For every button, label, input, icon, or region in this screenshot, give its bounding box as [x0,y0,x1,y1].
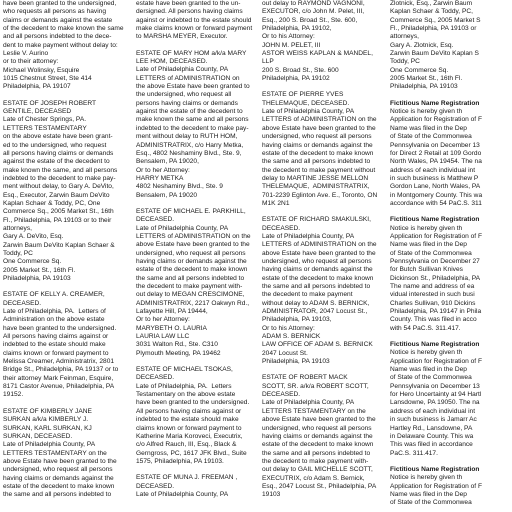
notice-line: who requests all persons as having [3,8,106,16]
notice-line: 2005 Market St., 16th Fl. [3,266,76,274]
notice-line: Or to her Attorney: [136,316,190,324]
notice-line: indebted to the decedent to make pay- [136,124,249,132]
notice-line: having claims or demands against the [262,432,373,440]
notice-line: All persons having claims against or [136,407,242,415]
notice-line: DECEASED. [136,482,175,490]
notice-line: Esq., Executor, Zarwin Baum DeVito [3,191,110,199]
notice-line: Zlotnick, Esq., Zarwin Baum [390,0,473,7]
notice-line: to MARSHA MEYER, Executor. [136,33,228,41]
notice-line: on the above estate have been grant- [3,133,113,141]
notice-line: Zarwin Baum DeVito Kaplan Schaer & [3,241,115,249]
notice-line: the same and all persons indebted to [262,283,371,290]
notice-line: GENTILE, DECEASED [3,108,72,116]
notice-line: attorneys, [3,224,32,232]
notice-line: the decedent to make payment with- [136,283,243,290]
notice-line: SCOTT, SR. a/k/a ROBERT SCOTT, [262,382,369,390]
notice-title: ESTATE OF MICHAEL TSOKAS, [136,366,233,374]
notice-line: Name was filed in the Dep [390,366,467,374]
notice-line: Notice is hereby given th [390,349,463,357]
notice-line: ed to the undersigned, who request [3,141,107,149]
notice-line: DECEASED. [136,374,175,382]
notice-line: 2005 Market St., 16th Fl. [390,75,463,83]
notice-line: against the estate of the decedent to [3,158,110,166]
notice-line: 19152. [3,391,24,399]
notice-line: Philadelphia, PA 19103 [390,83,458,91]
notice-line: All persons having claims against or [3,333,109,341]
notice-line: undersigned, who request all persons [262,257,372,265]
notice-line: out delay to MEGAN CRESCIMONE, [136,291,245,299]
notice-line: of State of the Commonwea [390,133,472,141]
notice-title: ESTATE OF JOSEPH ROBERT [3,99,97,107]
notice-line: EXECUTRIX, c/o Adam S. Bernick, [262,474,365,482]
notice-line: Late of Philadelphia County, PA [262,399,355,407]
notice-line: indebted to the decedent to make pay- [3,174,116,182]
notice-line: ment without delay to RUTH HOM, [136,133,238,141]
notice-line: or to their attorney: [3,58,59,66]
notice-line: claims or demands against the estate [3,16,113,24]
notice-line: of the decedent to make known the same [3,25,124,33]
notice-line: against the estate of the decedent to [136,108,243,116]
notice-line: Application for Registration of F [390,357,482,365]
notice-line: SURKAN, DECEASED. [3,432,73,440]
notice-line: delay to MARTINE JESSE MELLON [262,174,369,182]
legal-notice [390,466,512,508]
notice-line: Toddy, PC [390,58,420,66]
column-4 [390,0,512,512]
notice-line: Michael Wolinsky, Esquire [3,66,80,74]
notice-line: This was filed in accordance [390,441,473,449]
notice-line: dersigned. All persons having claims [136,8,243,16]
notice-line: LETTERS of ADMINISTRATION on the [136,232,251,240]
legal-notice [262,0,384,83]
notice-line: the same and all persons indebted to [262,449,371,457]
notice-line: Notice is hereby given th [390,108,463,116]
notice-line: PaC.S. 311.417. [390,449,438,457]
notice-line: Esq., 2047 Locust St., Philadelphia, PA [262,482,377,490]
notice-line: of State of the Commonwea [390,499,472,507]
legal-notice [262,216,384,366]
notice-line: Lansdowne, PA 19050. The na [390,399,480,407]
notice-line: 701-2239 Eglinton Ave. E., Toronto, ON [262,191,378,199]
notice-line: in Delaware County. This wa [390,432,474,440]
notice-title: ESTATE OF KELLY A. CREAMER, [3,291,105,299]
notice-line: having claims or demands against the [262,266,373,274]
notice-line: Or to his Attorney: [262,324,315,332]
notice-line: out delay to RAYMOND VAGNONI, [262,0,365,7]
notice-line: Dickinson St., Philadelphia, PA [390,274,481,282]
legal-notice [136,208,258,358]
notice-line: in such business is Matthew P [390,174,479,182]
notice-line: Late of Philadelphia, PA. Letters [136,382,232,390]
notice-line: LETTERS TESTAMENTARY [3,124,87,132]
notice-line: indebted to the estate should make [3,341,106,349]
notice-line: Pennsylvania on December 13 [390,382,480,390]
legal-notice [390,0,512,92]
notice-title: ESTATE OF RICHARD SMAKULSKI, [262,216,371,224]
notice-line: above Estate have been granted to the [136,241,250,249]
notice-line: Melissa Creamer, Administratrix, 2801 [3,358,115,366]
notice-line: and all persons indebted to the dece- [3,33,112,41]
notice-line: Philadelphia, PA 19103, [262,316,332,324]
notice-line: their attorney Mark Feinman, Esquire, [3,374,114,382]
notice-line: having claims or demands against the [3,474,114,482]
notice-title: ESTATE OF PIERRE YVES [262,91,344,99]
notice-line: 1575, Philadelphia, PA 19103. [136,457,224,465]
legal-notice [3,291,125,399]
notice-line: in Montgomery County. This wa [390,191,483,199]
notice-line: above Estate have been granted to the [3,457,117,465]
notice-line: JOHN M. PELET, III [262,41,321,49]
notice-line: LEE HOM, DECEASED. [136,58,208,66]
notice-line: in such business is Jamarr Ac [390,416,477,424]
notice-line: Pennsylvania on December 27 [390,257,480,265]
notice-title: ESTATE OF KIMBERLY JANE [3,407,92,415]
notice-line: DECEASED. [262,391,301,399]
notice-line: Notice is hereby given th [390,224,463,232]
notice-line: Bensalem, PA 19020 [136,191,198,199]
notice-line: dent to make payment without delay to: [3,41,118,49]
notice-line: for Hero Uncertainty at 94 Hartl [390,391,482,399]
legal-notice [3,0,125,92]
notice-line: the undersigned, who request all [136,91,232,99]
notice-line: Philadelphia, PA 19102 [262,75,330,83]
notice-line: Gordon Lane, North Wales, PA [390,183,481,191]
notice-line: above Estate have been granted to the [262,416,376,424]
notice-line: Hartley Rd., Lansdowne, PA [390,424,473,432]
notice-line: claims known or forward payment to [136,424,242,432]
notice-line: Commerce Sq., 2005 Market S [390,16,481,24]
notice-title: Fictitious Name Registration [390,216,480,224]
notice-line: Philadelphia, PA 19107 [3,83,71,91]
notice-line: have been granted to the undersigned, [3,0,117,7]
notice-line: with 54 PaC.S. 311.417. [390,324,461,332]
notice-line: ASTOR WEISS KAPLAN & MANDEL, [262,50,373,58]
notice-line: for Butch Sullivan Knives [390,266,463,274]
notice-line: Name was filed in the Dep [390,490,467,498]
legal-notice [136,50,258,200]
notice-line: Esq., 4802 Neshaminy Blvd., Ste. 9, [136,149,242,157]
notice-line: One Commerce Sq. [390,66,449,74]
notice-line: M1K 2N1 [262,199,290,207]
notice-line: Esq., 200 S. Broad St., Ste. 600, [262,16,358,24]
notice-line: Toddy, PC [3,249,33,257]
notice-line: HARRY METKA [136,174,184,182]
notice-line: Bridge St., Philadelphia, PA 19137 or to [3,366,119,374]
notice-line: make known the same and all persons [136,116,249,124]
notice-line: estate have been granted to the un- [136,0,241,7]
notice-line: indebted to the estate should make [136,416,239,424]
notice-line: the decedent to make payment [262,291,353,299]
notice-line: The name and address of ea [390,283,475,290]
notice-line: Name was filed in the Dep [390,241,467,249]
notice-line: Or to his Attorney: [262,33,315,41]
notice-line: Name was filed in the Dep [390,124,467,132]
column-1 [3,0,125,512]
notice-line: DECEASED. [3,299,42,307]
notice-title: ESTATE OF ROBERT MACK [262,374,348,382]
notice-line: without delay to ADAM S. BERNICK, [262,299,370,307]
notice-line: 8171 Castor Avenue, Philadelphia, PA [3,383,115,391]
legal-notice [3,100,125,284]
notice-line: MARYBETH O. LAURIA [136,324,207,332]
notice-line: make known the same, and all persons [3,166,118,174]
notice-title: ESTATE OF MARY HOM a/k/a MARY [136,49,247,57]
notice-line: the decedent to make payment without [262,166,376,174]
notice-line: LETTERS TESTAMENTARY on the [262,407,366,415]
notice-line: above Estate have been granted to the [262,249,376,257]
notice-line: make claims known or forward payment [136,25,253,33]
notice-line: EXECUTOR, c/o John M. Pelet, III, [262,8,365,16]
notice-line: Notice is hereby given th [390,474,463,482]
notice-line: DECEASED. [136,216,175,224]
legal-notice [390,341,512,458]
notice-line: Late of Philadelphia County, PA [136,224,229,232]
notice-line: attorneys, [390,33,419,41]
notice-line: Leslie V. Aurino [3,50,49,58]
legal-notice [136,0,258,42]
notice-line: estate of the decedent to make known [3,482,115,490]
notice-line: Late of Philadelphia County, PA [262,232,355,240]
notice-line: Philadelphia, PA 19103 [3,275,71,282]
legal-notice [136,366,258,466]
notice-line: Lafayette Hill, PA 19444, [136,308,208,316]
notice-line: SURKAN, KARL SURKAN, KJ [3,424,92,432]
notice-line: 1015 Chestnut Street, Ste 414 [3,75,92,83]
notice-line: LAURIA LAW LLC [136,333,190,341]
notice-line: 2047 Locust St. [262,349,308,357]
column-2 [136,0,258,512]
notice-line: DECEASED. [262,224,301,232]
notice-line: Zarwin Baum DeVito Kaplan S [390,50,479,58]
notice-line: Gary A. DeVito, Esq. [3,233,64,241]
notice-line: address of each individual int [390,166,476,174]
notice-line: ment without delay, to Gary A. DeVito, [3,183,114,191]
legal-notice [3,408,125,500]
legal-notice [390,100,512,208]
notice-line: North Wales, PA 19454. The na [390,158,482,166]
notice-line: undersigned, who request all persons [262,424,372,432]
notice-line: LETTERS of ADMINISTRATION on [136,74,240,82]
notice-line: Katherine Maria Koroveci, Executrix, [136,432,243,440]
notice-line: have been granted to the undersigned. [136,399,250,407]
notice-line: Fl., Philadelphia, PA 19103 or [390,25,477,33]
notice-line: the decedent to make payment with- [262,457,369,465]
notice-line: Commerce Sq., 2005 Market St., 16th [3,208,114,216]
notice-line: Fl., Philadelphia, PA 19103 or to their [3,216,112,224]
legal-notice [390,216,512,333]
notice-line: Testamentary on the above estate [136,391,236,399]
notice-line: ADMINISTRATRIX, c/o Harry Metka, [136,141,244,149]
notice-line: LETTERS of ADMINISTRATION on the [262,116,377,124]
notice-line: LETTERS of ADMINISTRATION on the [262,241,377,249]
notice-line: persons having claims or demands [136,99,238,107]
notice-line: 200 S. Broad St., Ste. 600 [262,66,339,74]
notice-line: estate of the decedent to make known [262,149,374,157]
notice-line: LAW OFFICE OF ADAM S. BERNICK [262,341,373,349]
notice-line: estate of the decedent to make known [262,441,374,449]
notice-title: Fictitious Name Registration [390,341,480,349]
notice-line: One Commerce Sq. [3,258,62,266]
notice-line: have been granted to the undersigned. [3,324,117,332]
notice-line: THELEMAQUE, ADMINISTRATRIX, [262,183,370,191]
notice-line: Late of Philadelphia County, PA [262,108,355,116]
notice-line: out delay to GAIL MICHELLE SCOTT, [262,466,373,474]
legal-notice [262,374,384,499]
notice-line: ADMINISTRATOR, 2047 Locust St., [262,308,368,316]
notice-line: undersigned, who request all persons [262,133,372,141]
notice-line: Late of Philadelphia, PA. Letters of [3,308,106,316]
notice-title: Fictitious Name Registration [390,465,480,473]
notice-line: ADAM S. BERNICK [262,333,321,341]
notice-line: 19103 [262,491,281,499]
notice-title: Fictitious Name Registration [390,99,480,107]
notice-line: of State of the Commonwea [390,374,472,382]
notice-line: Pennsylvania on December 13 [390,141,480,149]
notice-line: having claims or demands against the [136,257,247,265]
notice-line: Administration on the above estate [3,316,105,324]
notice-line: Late of Chester Springs, PA. [3,116,87,124]
notice-line: c/o Alfred Rauch, III, Esq., Black & [136,441,237,449]
notice-line: Philadelphia, PA 19103 [262,358,330,366]
notice-line: accordance with 54 PaC.S. 311 [390,199,482,207]
notice-line: Gerngross, PC, 1617 JFK Blvd., Suite [136,449,247,457]
notice-line: Charles Sullivan, 910 Dickins [390,299,476,307]
notice-line: vidual interested in such busi [390,291,475,299]
notice-line: all persons having claims or demands [3,149,114,157]
notice-line: Late of Philadelphia County, PA [136,490,229,498]
notice-line: Philadelphia, PA 19147 in Phila [390,308,482,316]
notice-line: Late of Philadelphia County, PA [3,441,96,449]
notice-line: estate of the decedent to make known [136,266,248,274]
notice-line: 4802 Neshaminy Blvd., Ste. 9 [136,183,223,191]
notice-line: Kaplan Schaer & Toddy, PC, [390,8,473,16]
notice-line: undersigned, who request all persons [136,249,246,257]
notice-line: SURKAN a/k/a KIMBERLY J. [3,416,89,424]
notice-line: Plymouth Meeting, PA 19462 [136,349,221,357]
notice-line: claims known or forward payment to [3,349,109,357]
notice-line: LETTERS TESTAMENTARY on the [3,449,107,457]
notice-line: above Estate have been granted to the [262,124,376,132]
notice-line: Bensalem, PA 19020, [136,158,199,166]
notice-line: address of each individual int [390,407,476,415]
notice-line: Gary A. Zlotnick, Esq. [390,41,454,49]
notice-title: ESTATE OF MICHAEL E. PARKHILL, [136,207,246,215]
notice-line: of State of the Commonwea [390,249,472,257]
notice-line: ADMINISTRATRIX, 2217 Oakwyn Rd., [136,299,250,307]
column-3 [262,0,384,512]
notice-line: the same and all persons indebted to [262,158,371,166]
notice-title: ESTATE OF MUNA J. FREEMAN , [136,474,238,482]
notice-line: the same and all persons indebted to [3,491,112,499]
notice-line: against or indebted to the estate should [136,16,252,24]
notice-line: THELEMAQUE, DECEASED. [262,99,350,107]
notice-line: Philadelphia, PA 19102, [262,25,332,33]
notice-line: Application for Registration of F [390,482,482,490]
notice-line: LLP [262,58,274,66]
legal-notice [136,474,258,499]
notice-line: the above Estate have been granted to [136,83,250,91]
legal-notice [262,91,384,208]
notice-line: Kaplan Schaer & Toddy, PC, One [3,199,101,207]
notice-line: estate of the decedent to make known [262,274,374,282]
notice-line: for Direct 2 Retail at 109 Gordo [390,149,482,157]
notice-line: Application for Registration of F [390,232,482,240]
notice-line: Application for Registration of F [390,116,482,124]
notice-line: 3031 Walton Rd., Ste. C310 [136,341,218,349]
notice-line: the same and all persons indebted to [136,274,245,282]
notice-line: having claims or demands against the [262,141,373,149]
notice-line: Or to her Attorney: [136,166,190,174]
notice-line: undersigned, who request all persons [3,466,113,474]
notice-line: County. This was filed in acco [390,316,477,324]
notice-line: Late of Philadelphia County, PA [136,66,229,74]
